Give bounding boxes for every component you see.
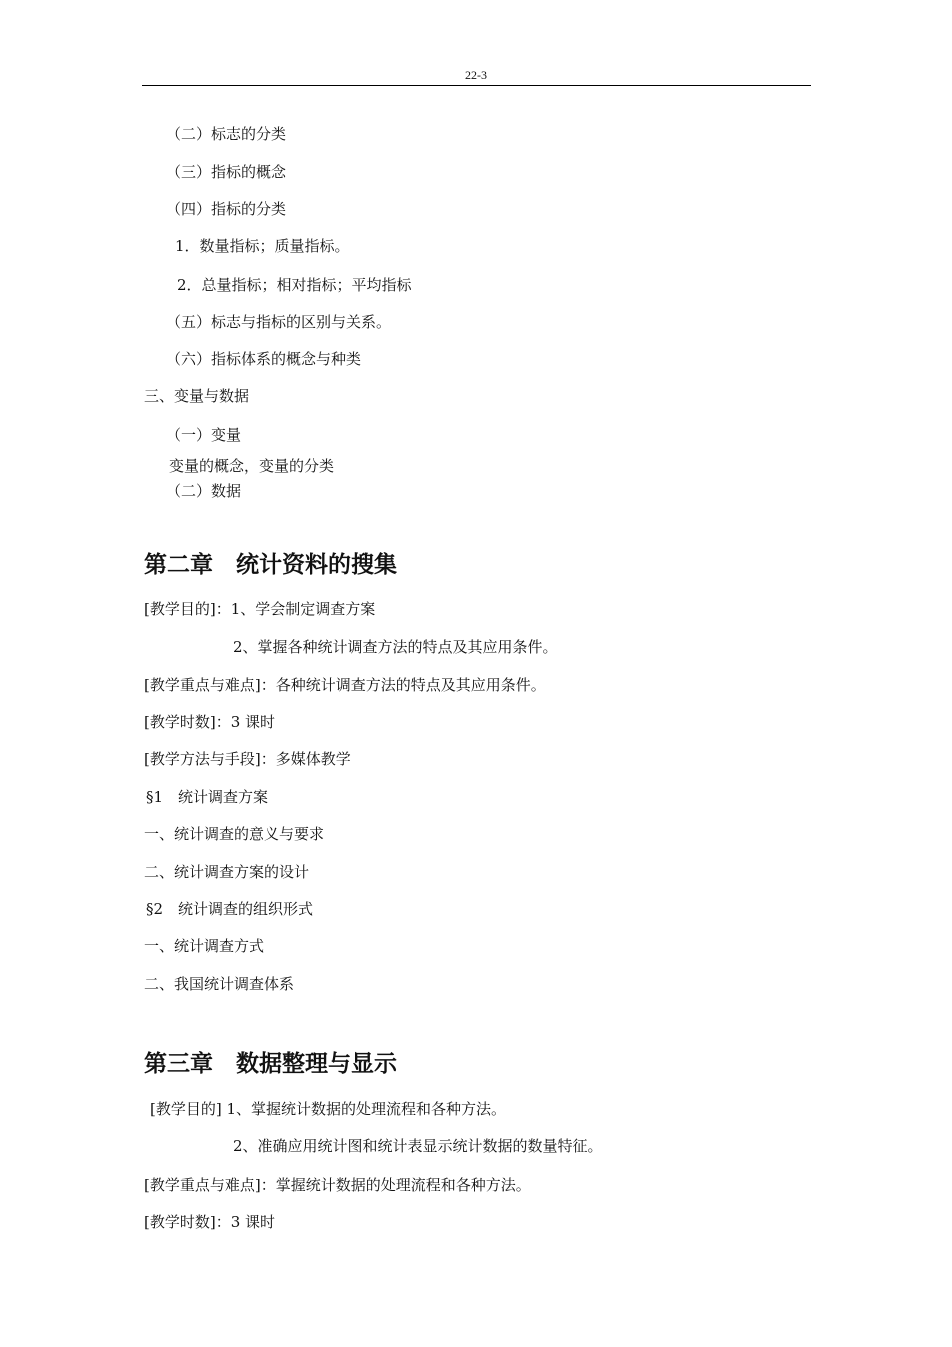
ch3-hours: [教学时数]：3 课时	[144, 1213, 276, 1231]
sub-item-1: 1．数量指标；质量指标。	[175, 237, 350, 255]
ch2-key-points: [教学重点与难点]：各种统计调查方法的特点及其应用条件。	[144, 676, 546, 694]
ch3-teaching-goal-1: [教学目的] 1、掌握统计数据的处理流程和各种方法。	[150, 1100, 507, 1118]
ch2-section-1: §1 统计调查方案	[146, 788, 269, 806]
ch3-key-points: [教学重点与难点]：掌握统计数据的处理流程和各种方法。	[144, 1176, 531, 1194]
variable-description: 变量的概念，变量的分类	[169, 457, 335, 475]
section-item-3: （三）指标的概念	[166, 163, 287, 181]
ch2-methods: [教学方法与手段]：多媒体教学	[144, 750, 351, 768]
section-item-4: （四）指标的分类	[166, 200, 287, 218]
subsection-data: （二）数据	[166, 482, 242, 500]
ch2-item-2: 二、统计调查方案的设计	[144, 863, 310, 881]
ch3-teaching-goal-2: 2、准确应用统计图和统计表显示统计数据的数量特征。	[233, 1137, 603, 1155]
section-item-5: （五）标志与指标的区别与关系。	[166, 313, 392, 331]
ch2-teaching-goal-1: [教学目的]：1、学会制定调查方案	[144, 600, 376, 618]
subsection-variable: （一）变量	[166, 426, 242, 444]
chapter-3-title: 第三章 数据整理与显示	[144, 1051, 397, 1077]
ch2-section-2: §2 统计调查的组织形式	[146, 900, 314, 918]
section-item-6: （六）指标体系的概念与种类	[166, 350, 362, 368]
ch2-hours: [教学时数]：3 课时	[144, 713, 276, 731]
ch2-teaching-goal-2: 2、掌握各种统计调查方法的特点及其应用条件。	[233, 638, 558, 656]
ch2-item-1: 一、统计调查的意义与要求	[144, 825, 325, 843]
part-heading-3: 三、变量与数据	[144, 387, 250, 405]
page-header-rule	[142, 85, 811, 86]
section-item-2: （二）标志的分类	[166, 125, 287, 143]
ch2-item-3: 一、统计调查方式	[144, 937, 265, 955]
page-header-number: 22-3	[465, 68, 487, 82]
ch2-item-4: 二、我国统计调查体系	[144, 975, 295, 993]
sub-item-2: 2．总量指标；相对指标；平均指标	[177, 276, 412, 294]
chapter-2-title: 第二章 统计资料的搜集	[144, 552, 397, 578]
